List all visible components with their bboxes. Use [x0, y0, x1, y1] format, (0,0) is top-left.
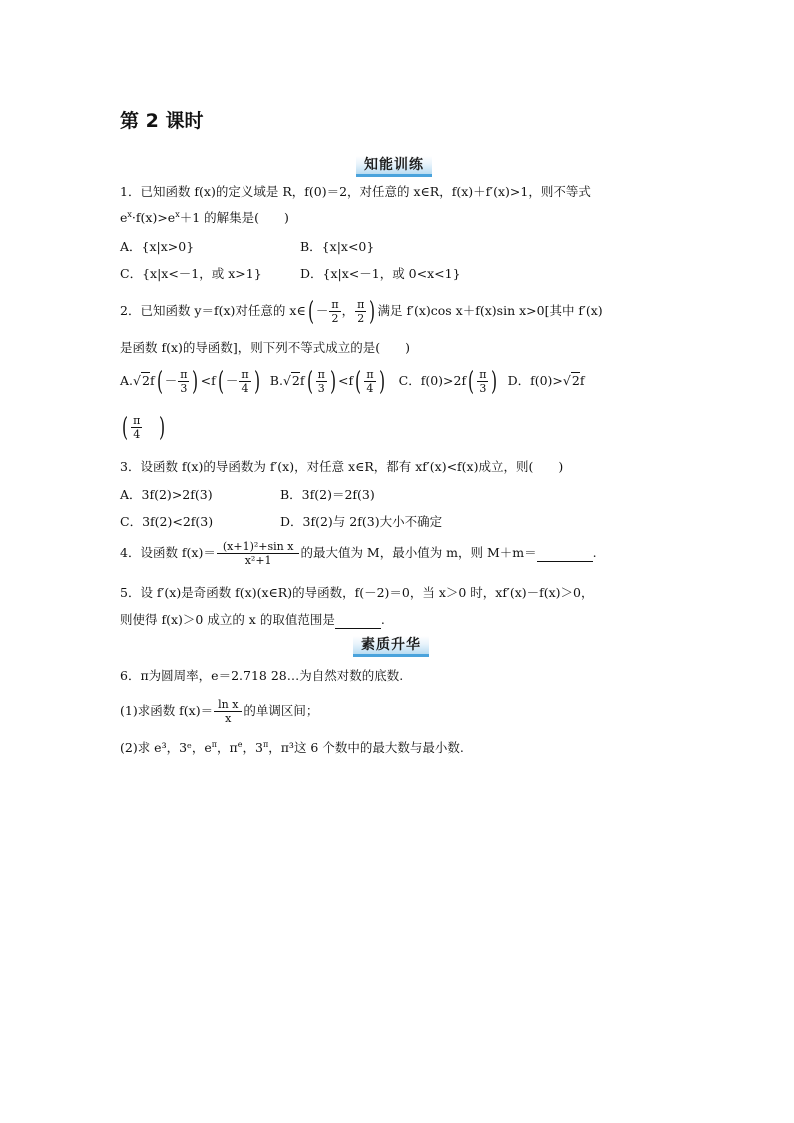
q2-pre: 2．已知函数 y＝f(x)对任意的 x∈ [120, 303, 306, 318]
page-title: 第 2 课时 [120, 110, 204, 132]
fraction: $\frac{\pi}{3}$ [180, 368, 188, 395]
q3-option-b: B．3f(2)＝2f(3) [280, 487, 375, 502]
q6-fraction: $\frac{\text{ln x}}{x}$ [214, 698, 242, 725]
q2-line2: 是函数 f(x)的导函数]，则下列不等式成立的是( ) [120, 340, 411, 355]
q1-option-c: C．{x|x<－1，或 x>1} [120, 266, 262, 281]
q4-pre: 4．设函数 f(x)＝ [120, 545, 216, 560]
fraction: $\frac{\pi}{2}$ [331, 298, 339, 325]
fraction: $\frac{\pi}{2}$ [357, 298, 365, 325]
sqrt: √2 [282, 373, 300, 388]
q5-line1: 5．设 f′(x)是奇函数 f(x)(x∈R)的导函数，f(－2)＝0，当 x＞0 时，xf′(x)－f(x)＞0， [120, 585, 594, 600]
q1-line2: $e^x\cdot f(x)>e^x+1$ 的解集是( ) [120, 209, 289, 225]
q6-part1: (1)求函数 f(x)＝ $\frac{\text{ln x}}{x}$ 的单调区间； [120, 698, 319, 725]
q2-option-c-label: C．f(0)>2f [398, 373, 467, 388]
fraction: $\frac{\pi}{3}$ [317, 368, 325, 395]
q4-post: 的最大值为 M，最小值为 m，则 M＋m＝ [300, 545, 537, 560]
q6-stem: 6．π为圆周率，e＝2.718 28…为自然对数的底数. [120, 668, 404, 683]
q2-option-d-cont: ( $\frac{\pi}{4}$ ) [122, 412, 166, 443]
paren-right: ) [369, 296, 376, 327]
comma: ， [341, 303, 355, 318]
q2-option-b-label: B. [269, 373, 283, 388]
sqrt: √2 [562, 373, 580, 388]
q2-line1 [120, 298, 603, 325]
q2-options: A.√2f( － $\frac{\pi}{3}$ ) <f( － $\frac{\pi}{4}$ ) B.√2f( $\frac{\pi}{3}$ ) <f( $\frac{\pi}{4}$ ) C．f(0)>2f( $\frac{\pi}{3}$ ) D．f(0)>√2f [120, 366, 585, 397]
q1-option-a: A．{x|x>0} [120, 239, 195, 254]
fraction: $\frac{\pi}{4}$ [133, 414, 141, 441]
answer-blank[interactable] [335, 612, 381, 629]
paren-left: ( [307, 296, 314, 327]
q2-option-a-label: A. [120, 373, 134, 388]
sqrt: √2 [133, 373, 150, 388]
q2-option-d-label: D．f(0)> [507, 373, 563, 388]
q1-option-d: D．{x|x<－1，或 0<x<1} [300, 266, 461, 281]
q3-option-d: D．3f(2)与 2f(3)大小不确定 [280, 514, 443, 529]
q3-stem: 3．设函数 f(x)的导函数为 f′(x)，对任意 x∈R，都有 xf′(x)<f(x)成立，则( ) [120, 459, 564, 474]
q4-fraction: $\frac{\text{(x+1)²+sin x}}{\text{x²+1}}$ [217, 540, 300, 567]
q3-option-c: C．3f(2)<2f(3) [120, 514, 214, 529]
section-banner-enhancement: 素质升华 [353, 636, 429, 657]
answer-blank[interactable] [537, 545, 593, 562]
section-banner-training: 知能训练 [356, 156, 432, 177]
q1-option-b: B．{x|x<0} [300, 239, 375, 254]
fraction: $\frac{\pi}{4}$ [366, 368, 374, 395]
q3-option-a: A．3f(2)>2f(3) [120, 487, 213, 502]
q5-line2: 则使得 f(x)＞0 成立的 x 的取值范围是 . [120, 612, 385, 627]
q2-post: 满足 f′(x)cos x＋f(x)sin x>0[其中 f′(x) [377, 303, 603, 318]
fraction: $\frac{\pi}{4}$ [241, 368, 249, 395]
q4-line: 4．设函数 f(x)＝ $\frac{\text{(x+1)²+sin x}}{\text{x²+1}}$ 的最大值为 M，最小值为 m，则 M＋m＝ . [120, 540, 597, 567]
q6-part2: (2)求 e³，3ᵉ，$e^\pi$，$\pi^e$，$3^\pi$，π³这 6 个数中的最大数与最小数. [120, 739, 464, 755]
fraction: $\frac{\pi}{3}$ [479, 368, 487, 395]
neg-sign: － [315, 303, 329, 318]
q1-line1: 1．已知函数 f(x)的定义域是 R，f(0)＝2，对任意的 x∈R，f(x)＋f′(x)>1，则不等式 [120, 184, 591, 199]
